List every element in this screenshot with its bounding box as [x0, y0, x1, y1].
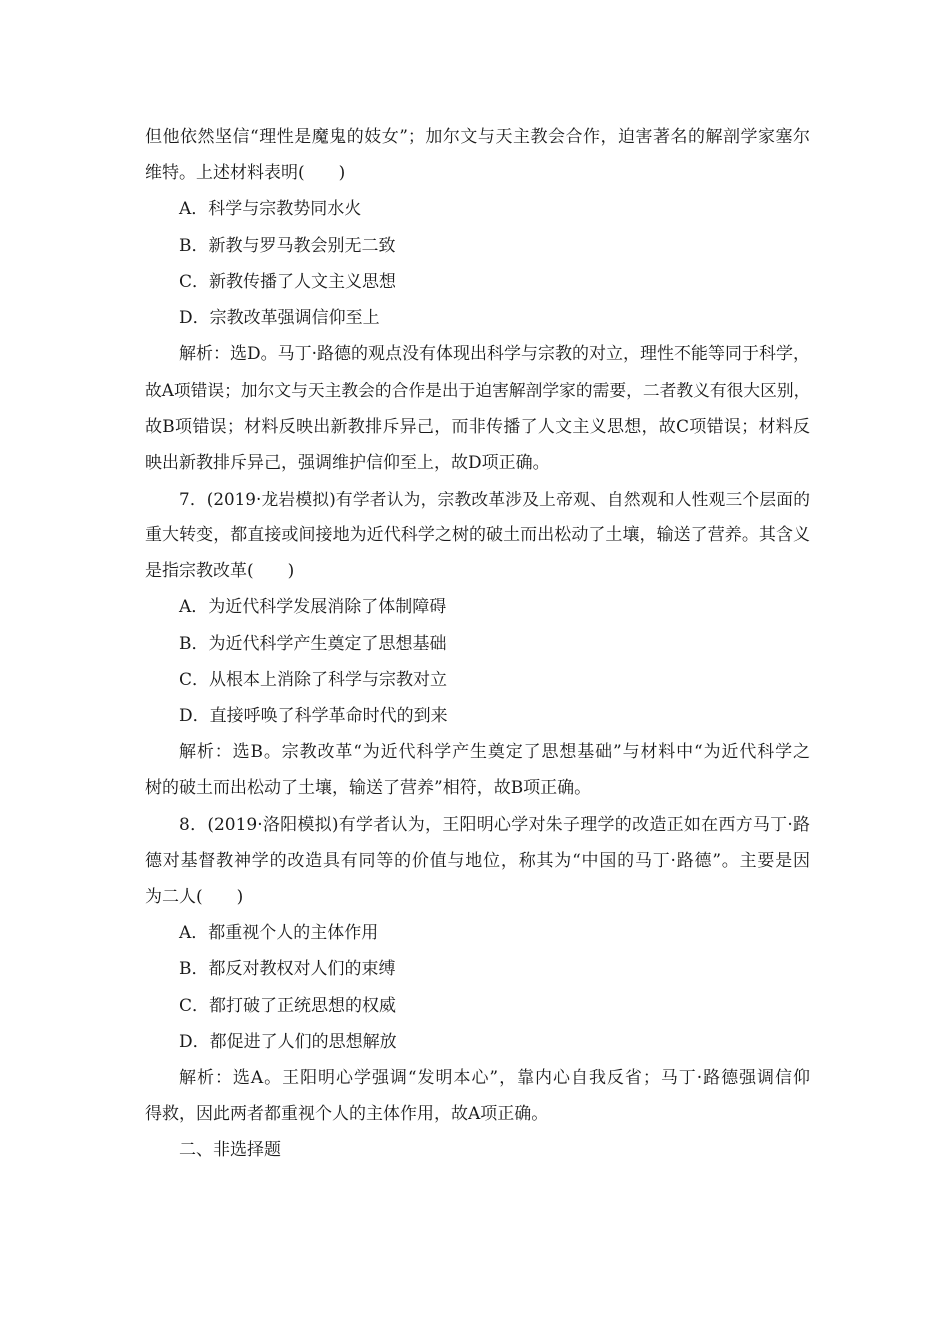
analysis-line: 树的破土而出松动了土壤，输送了营养”相符，故B项正确。 — [145, 778, 592, 799]
analysis-line: 解析：选D。马丁·路德的观点没有体现出科学与宗教的对立，理性不能等同于科学， — [179, 344, 810, 365]
question-7 — [145, 481, 810, 807]
option-a: A．为近代科学发展消除了体制障碍 — [179, 597, 447, 618]
question-stem-line: 是指宗教改革( ) — [145, 561, 295, 582]
question-stem-line: 但他依然坚信“理性是魔鬼的妓女”；加尔文与天主教会合作，迫害著名的解剖学家塞尔 — [145, 127, 810, 147]
analysis-line: 得救，因此两者都重视个人的主体作用，故A项正确。 — [145, 1104, 549, 1125]
question-stem-line: 德对基督教神学的改造具有同等的价值与地位，称其为“中国的马丁·路德”。主要是因 — [145, 850, 810, 871]
question-stem-line: 为二人( ) — [145, 886, 244, 907]
option-a: A．都重视个人的主体作用 — [179, 923, 379, 944]
option-a: A．科学与宗教势同水火 — [179, 199, 362, 220]
question-stem-line: 重大转变，都直接或间接地为近代科学之树的破土而出松动了土壤，输送了营养。其含义 — [145, 525, 810, 546]
analysis-line: 故B项错误；材料反映出新教排斥异己，而非传播了人文主义思想，故C项错误；材料反 — [145, 416, 810, 437]
analysis-line: 解析：选B。宗教改革“为近代科学产生奠定了思想基础”与材料中“为近代科学之 — [179, 742, 810, 763]
section-heading: 二、非选择题 — [179, 1140, 281, 1161]
option-c: C．都打破了正统思想的权威 — [179, 995, 397, 1016]
analysis-line: 映出新教排斥异己，强调维护信仰至上，故D项正确。 — [145, 452, 550, 473]
option-c: C．新教传播了人文主义思想 — [179, 271, 397, 292]
option-b: B．都反对教权对人们的束缚 — [179, 959, 396, 980]
question-stem-line: 8．(2019·洛阳模拟)有学者认为，王阳明心学对朱子理学的改造正如在西方马丁·路 — [179, 814, 810, 835]
question-8 — [145, 807, 810, 1133]
option-d: D．直接呼唤了科学革命时代的到来 — [179, 706, 448, 726]
option-d: D．都促进了人们的思想解放 — [179, 1031, 397, 1052]
question-stem-line: 维特。上述材料表明( ) — [145, 163, 346, 184]
analysis-line: 故A项错误；加尔文与天主教会的合作是出于迫害解剖学家的需要，二者教义有很大区别， — [145, 380, 810, 401]
question-6 — [145, 119, 810, 481]
option-d: D．宗教改革强调信仰至上 — [179, 307, 380, 328]
analysis-line: 解析：选A。王阳明心学强调“发明本心”，靠内心自我反省；马丁·路德强调信仰 — [179, 1067, 810, 1088]
option-c: C．从根本上消除了科学与宗教对立 — [179, 669, 448, 690]
option-b: B．新教与罗马教会别无二致 — [179, 235, 396, 256]
document-content — [145, 119, 810, 1168]
option-b: B．为近代科学产生奠定了思想基础 — [179, 633, 447, 654]
question-stem-line: 7．(2019·龙岩模拟)有学者认为，宗教改革涉及上帝观、自然观和人性观三个层面的 — [179, 488, 810, 509]
